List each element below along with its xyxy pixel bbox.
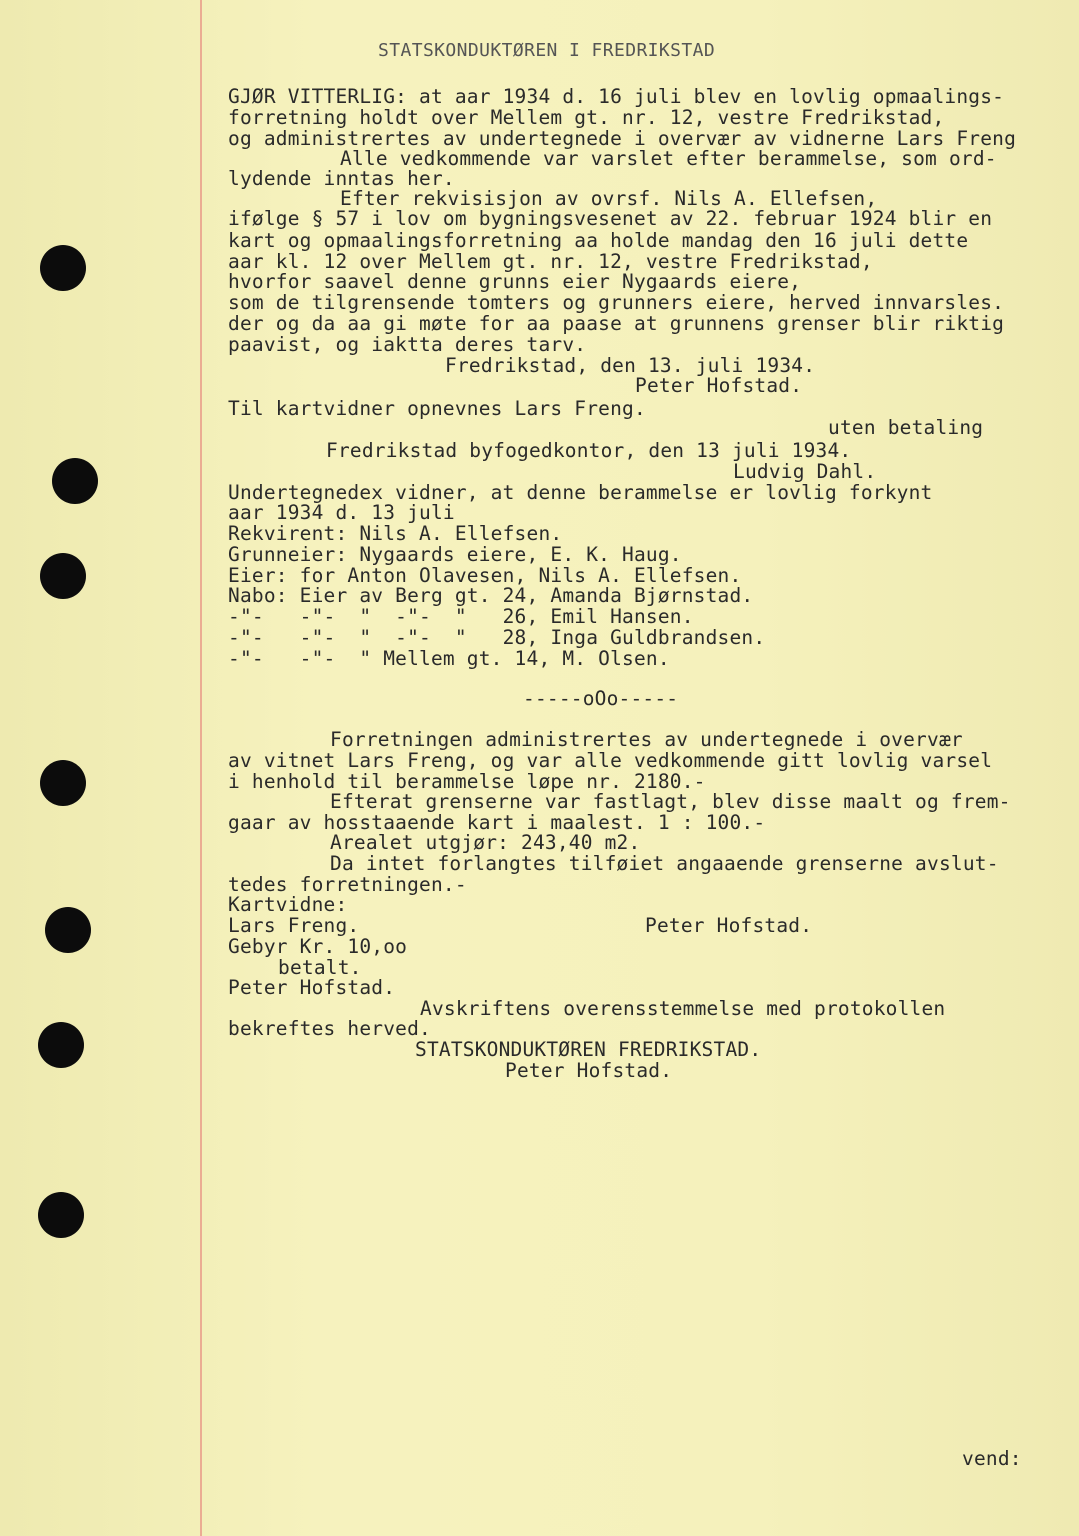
text-line: der og da aa gi møte for aa paase at grunnens grenser blir riktig (228, 312, 1005, 335)
text-line: Rekvirent: Nils A. Ellefsen. (228, 522, 563, 545)
text-line: Avskriftens overensstemmelse med protokollen (420, 997, 946, 1020)
text-line: -"- -"- " -"- " 26, Emil Hansen. (228, 605, 694, 628)
margin-rule (200, 0, 202, 1536)
text-line: Arealet utgjør: 243,40 m2. (330, 831, 641, 854)
text-line: Grunneier: Nygaards eiere, E. K. Haug. (228, 543, 682, 566)
punch-hole (40, 553, 86, 599)
text-line: uten betaling (828, 416, 984, 439)
signature-line: Peter Hofstad. (635, 374, 803, 397)
signature-line: Peter Hofstad. (228, 976, 396, 999)
text-line: betalt. (278, 956, 362, 979)
text-line: ifølge § 57 i lov om bygningsvesenet av 22. februar 1924 blir en (228, 207, 993, 230)
text-line: kart og opmaalingsforretning aa holde mandag den 16 juli dette (228, 229, 969, 252)
text-line: tedes forretningen.- (228, 873, 467, 896)
punch-hole (38, 1192, 84, 1238)
page-footer: vend: (962, 1447, 1022, 1470)
signature-line: Ludvig Dahl. (733, 460, 877, 483)
text-line: og administrertes av undertegnede i overvær av vidnerne Lars Freng (228, 127, 1017, 150)
punch-hole (38, 1022, 84, 1068)
text-line: hvorfor saavel denne grunns eier Nygaards eiere, (228, 270, 802, 293)
text-line: Efterat grenserne var fastlagt, blev disse maalt og frem- (330, 790, 1011, 813)
punch-hole (52, 458, 98, 504)
text-line: aar kl. 12 over Mellem gt. nr. 12, vestre Fredrikstad, (228, 250, 873, 273)
text-line: -"- -"- " Mellem gt. 14, M. Olsen. (228, 647, 670, 670)
text-line: Kartvidne: (228, 893, 348, 916)
text-line: lydende inntas her. (228, 167, 455, 190)
text-line: Fredrikstad byfogedkontor, den 13 juli 1934. (326, 439, 852, 462)
text-line: Da intet forlangtes tilføiet angaaende grenserne avslut- (330, 852, 999, 875)
separator: -----oOo----- (523, 687, 679, 710)
text-line: Gebyr Kr. 10,oo (228, 935, 408, 958)
text-line: aar 1934 d. 13 juli (228, 501, 455, 524)
text-line: Undertegnedex vidner, at denne berammelse er lovlig forkynt (228, 481, 933, 504)
text-line: STATSKONDUKTØREN FREDRIKSTAD. (415, 1038, 762, 1061)
text-line: bekreftes herved. (228, 1017, 431, 1040)
text-line: som de tilgrensende tomters og grunners eiere, herved innvarsles. (228, 291, 1005, 314)
signature-line: Peter Hofstad. (645, 914, 813, 937)
text-line: Nabo: Eier av Berg gt. 24, Amanda Bjørnstad. (228, 584, 754, 607)
text-line: Efter rekvisisjon av ovrsf. Nils A. Ellefsen, (340, 187, 878, 210)
text-line: Til kartvidner opnevnes Lars Freng. (228, 397, 646, 420)
punch-hole (40, 245, 86, 291)
punch-hole (40, 760, 86, 806)
text-line: GJØR VITTERLIG: at aar 1934 d. 16 juli blev en lovlig opmaalings- (228, 85, 1005, 108)
text-line: paavist, og iaktta deres tarv. (228, 333, 587, 356)
text-line: forretning holdt over Mellem gt. nr. 12, vestre Fredrikstad, (228, 106, 945, 129)
text-line: i henhold til berammelse løpe nr. 2180.- (228, 770, 706, 793)
text-line: gaar av hosstaaende kart i maalest. 1 : 100.- (228, 811, 766, 834)
document-header: STATSKONDUKTØREN I FREDRIKSTAD (378, 40, 716, 61)
text-line: av vitnet Lars Freng, og var alle vedkommende gitt lovlig varsel (228, 749, 993, 772)
text-line: Lars Freng. (228, 914, 360, 937)
text-line: Alle vedkommende var varslet efter berammelse, som ord- (340, 147, 997, 170)
punch-hole (45, 907, 91, 953)
text-line: Eier: for Anton Olavesen, Nils A. Ellefsen. (228, 564, 742, 587)
signature-line: Peter Hofstad. (505, 1059, 673, 1082)
text-line: Fredrikstad, den 13. juli 1934. (445, 354, 816, 377)
text-line: -"- -"- " -"- " 28, Inga Guldbrandsen. (228, 626, 766, 649)
text-line: Forretningen administrertes av undertegnede i overvær (330, 728, 963, 751)
